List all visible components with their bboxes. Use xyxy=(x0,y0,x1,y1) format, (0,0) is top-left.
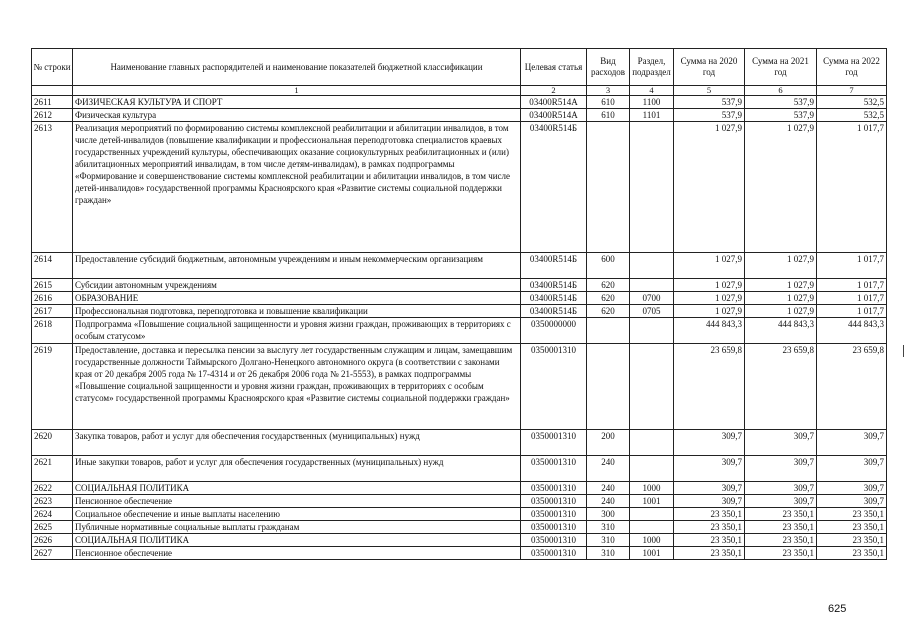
column-number: 6 xyxy=(745,86,817,96)
row-target-code: 0350000000 xyxy=(521,318,587,344)
row-target-code: 03400R514Б xyxy=(521,122,587,253)
row-name: Подпрограмма «Повышение социальной защищенности и уровня жизни граждан, проживающих в территориях с особым статусом» xyxy=(73,318,521,344)
table-row xyxy=(32,430,887,456)
row-sum-2022: 23 350,1 xyxy=(817,547,887,560)
row-sum-2022: 23 659,8 xyxy=(817,344,887,430)
row-expense-type xyxy=(587,318,630,344)
row-target-code: 0350001310 xyxy=(521,547,587,560)
header-sum-2022: Сумма на 2022 год xyxy=(817,49,887,86)
row-name: Предоставление субсидий бюджетным, автономным учреждениям и иным некоммерческим организациям xyxy=(73,253,521,279)
table-row xyxy=(32,109,887,122)
table-row xyxy=(32,534,887,547)
row-name: ОБРАЗОВАНИЕ xyxy=(73,292,521,305)
row-name: Предоставление, доставка и пересылка пенсии за выслугу лет государственным служащим и лицам, замещавшим государственные должности Таймырского Долгано-Ненецкого автономного округа (в соответствии с законами края от 20 декабря 2005 года № 17-4314 и от 26 декабря 2006 года № 21-5553), в рамках подпрограммы «Повышение социальной защищенности и уровня жизни граждан, проживающих в территориях с особым статусом» государственной программы Красноярского края «Развитие системы социальной поддержки граждан» xyxy=(73,344,521,430)
row-sum-2022: 23 350,1 xyxy=(817,508,887,521)
column-number: 2 xyxy=(521,86,587,96)
row-name: Субсидии автономным учреждениям xyxy=(73,279,521,292)
row-sum-2020: 537,9 xyxy=(674,96,745,109)
row-target-code: 0350001310 xyxy=(521,495,587,508)
row-sum-2020: 309,7 xyxy=(674,430,745,456)
row-name: Профессиональная подготовка, переподготовка и повышение квалификации xyxy=(73,305,521,318)
row-section: 0705 xyxy=(630,305,674,318)
row-sum-2020: 309,7 xyxy=(674,456,745,482)
row-sum-2022: 23 350,1 xyxy=(817,534,887,547)
row-number: 2614 xyxy=(32,253,73,279)
row-expense-type: 310 xyxy=(587,534,630,547)
row-number: 2611 xyxy=(32,96,73,109)
row-sum-2022: 309,7 xyxy=(817,482,887,495)
row-sum-2020: 23 350,1 xyxy=(674,521,745,534)
row-sum-2020: 537,9 xyxy=(674,109,745,122)
table-row xyxy=(32,305,887,318)
row-number: 2619 xyxy=(32,344,73,430)
row-sum-2021: 1 027,9 xyxy=(745,292,817,305)
row-target-code: 03400R514А xyxy=(521,96,587,109)
row-sum-2021: 309,7 xyxy=(745,456,817,482)
row-sum-2022: 23 350,1 xyxy=(817,521,887,534)
table-row xyxy=(32,344,887,430)
row-sum-2021: 309,7 xyxy=(745,430,817,456)
row-sum-2021: 23 350,1 xyxy=(745,534,817,547)
row-name: Физическая культура xyxy=(73,109,521,122)
row-name: Социальное обеспечение и иные выплаты населению xyxy=(73,508,521,521)
row-number: 2625 xyxy=(32,521,73,534)
row-sum-2020: 1 027,9 xyxy=(674,279,745,292)
row-sum-2022: 309,7 xyxy=(817,456,887,482)
row-expense-type: 620 xyxy=(587,305,630,318)
row-sum-2021: 537,9 xyxy=(745,96,817,109)
page-number: 625 xyxy=(828,603,847,615)
row-sum-2022: 1 017,7 xyxy=(817,279,887,292)
row-expense-type: 620 xyxy=(587,292,630,305)
row-section xyxy=(630,456,674,482)
row-sum-2021: 1 027,9 xyxy=(745,279,817,292)
row-target-code: 03400R514Б xyxy=(521,305,587,318)
column-number: 1 xyxy=(73,86,521,96)
row-sum-2020: 23 659,8 xyxy=(674,344,745,430)
header-sum-2020: Сумма на 2020 год xyxy=(674,49,745,86)
row-sum-2020: 1 027,9 xyxy=(674,305,745,318)
header-sum-2021: Сумма на 2021 год xyxy=(745,49,817,86)
row-section: 1001 xyxy=(630,547,674,560)
row-target-code: 0350001310 xyxy=(521,521,587,534)
row-number: 2616 xyxy=(32,292,73,305)
row-sum-2022: 1 017,7 xyxy=(817,253,887,279)
row-number: 2615 xyxy=(32,279,73,292)
row-sum-2021: 1 027,9 xyxy=(745,122,817,253)
row-sum-2022: 532,5 xyxy=(817,96,887,109)
row-sum-2021: 1 027,9 xyxy=(745,253,817,279)
row-number: 2618 xyxy=(32,318,73,344)
row-name: Пенсионное обеспечение xyxy=(73,495,521,508)
budget-table xyxy=(31,48,887,560)
header-row-no: № строки xyxy=(32,49,73,86)
row-target-code: 03400R514Б xyxy=(521,253,587,279)
row-target-code: 0350001310 xyxy=(521,482,587,495)
row-section: 1101 xyxy=(630,109,674,122)
row-sum-2020: 1 027,9 xyxy=(674,253,745,279)
row-sum-2021: 537,9 xyxy=(745,109,817,122)
table-row xyxy=(32,96,887,109)
row-section xyxy=(630,122,674,253)
row-expense-type: 200 xyxy=(587,430,630,456)
table-row xyxy=(32,318,887,344)
row-sum-2021: 1 027,9 xyxy=(745,305,817,318)
row-sum-2020: 1 027,9 xyxy=(674,122,745,253)
column-number-blank xyxy=(32,86,73,96)
table-row xyxy=(32,122,887,253)
row-section xyxy=(630,279,674,292)
row-sum-2022: 309,7 xyxy=(817,430,887,456)
header-vid: Вид расходов xyxy=(587,49,630,86)
row-expense-type: 610 xyxy=(587,109,630,122)
row-expense-type: 310 xyxy=(587,547,630,560)
row-sum-2022: 309,7 xyxy=(817,495,887,508)
row-target-code: 0350001310 xyxy=(521,430,587,456)
column-number: 7 xyxy=(817,86,887,96)
row-number: 2624 xyxy=(32,508,73,521)
column-number: 5 xyxy=(674,86,745,96)
row-section: 1000 xyxy=(630,482,674,495)
row-number: 2621 xyxy=(32,456,73,482)
row-expense-type: 240 xyxy=(587,456,630,482)
row-name: ФИЗИЧЕСКАЯ КУЛЬТУРА И СПОРТ xyxy=(73,96,521,109)
row-sum-2020: 23 350,1 xyxy=(674,534,745,547)
row-sum-2021: 23 350,1 xyxy=(745,508,817,521)
row-number: 2626 xyxy=(32,534,73,547)
margin-mark xyxy=(903,345,904,357)
row-sum-2021: 23 350,1 xyxy=(745,521,817,534)
row-number: 2627 xyxy=(32,547,73,560)
row-expense-type: 240 xyxy=(587,495,630,508)
row-sum-2021: 309,7 xyxy=(745,495,817,508)
row-name: СОЦИАЛЬНАЯ ПОЛИТИКА xyxy=(73,534,521,547)
column-number-row xyxy=(32,86,887,96)
table-row xyxy=(32,292,887,305)
header-razdel: Раздел, подраздел xyxy=(630,49,674,86)
row-target-code: 03400R514Б xyxy=(521,279,587,292)
row-sum-2022: 532,5 xyxy=(817,109,887,122)
table-row xyxy=(32,456,887,482)
row-expense-type: 620 xyxy=(587,279,630,292)
row-section xyxy=(630,521,674,534)
row-expense-type xyxy=(587,122,630,253)
row-number: 2620 xyxy=(32,430,73,456)
row-section xyxy=(630,430,674,456)
row-expense-type: 240 xyxy=(587,482,630,495)
row-target-code: 03400R514Б xyxy=(521,292,587,305)
row-name: Публичные нормативные социальные выплаты гражданам xyxy=(73,521,521,534)
row-number: 2613 xyxy=(32,122,73,253)
row-name: Реализация мероприятий по формированию системы комплексной реабилитации и абилитации инвалидов, в том числе детей-инвалидов (повышение квалификации и профессиональная переподготовка специалистов краевых государственных учреждений культуры, обеспечивающих оказание социокультурных реабилитационных и (или) абилитационных мероприятий инвалидам, в том числе детям-инвалидам), в рамках подпрограммы «Формирование и совершенствование системы комплексной реабилитации и абилитации инвалидов, в том числе детей-инвалидов» государственной программы Красноярского края «Развитие системы социальной поддержки граждан» xyxy=(73,122,521,253)
table-row xyxy=(32,508,887,521)
row-expense-type: 610 xyxy=(587,96,630,109)
row-target-code: 0350001310 xyxy=(521,508,587,521)
row-sum-2020: 1 027,9 xyxy=(674,292,745,305)
row-number: 2617 xyxy=(32,305,73,318)
header-name: Наименование главных распорядителей и наименование показателей бюджетной классификации xyxy=(73,49,521,86)
row-sum-2021: 309,7 xyxy=(745,482,817,495)
row-expense-type: 310 xyxy=(587,521,630,534)
table-row xyxy=(32,279,887,292)
row-target-code: 0350001310 xyxy=(521,534,587,547)
row-section xyxy=(630,318,674,344)
table-row xyxy=(32,253,887,279)
row-sum-2022: 1 017,7 xyxy=(817,305,887,318)
header-row xyxy=(32,49,887,86)
row-target-code: 03400R514А xyxy=(521,109,587,122)
row-sum-2021: 444 843,3 xyxy=(745,318,817,344)
header-code: Целевая статья xyxy=(521,49,587,86)
row-section: 0700 xyxy=(630,292,674,305)
row-expense-type: 600 xyxy=(587,253,630,279)
row-number: 2623 xyxy=(32,495,73,508)
table-row xyxy=(32,521,887,534)
row-name: СОЦИАЛЬНАЯ ПОЛИТИКА xyxy=(73,482,521,495)
row-number: 2612 xyxy=(32,109,73,122)
row-sum-2021: 23 350,1 xyxy=(745,547,817,560)
table-row xyxy=(32,547,887,560)
row-target-code: 0350001310 xyxy=(521,456,587,482)
table-body xyxy=(32,96,887,560)
row-expense-type: 300 xyxy=(587,508,630,521)
row-number: 2622 xyxy=(32,482,73,495)
row-sum-2022: 1 017,7 xyxy=(817,122,887,253)
row-section: 1001 xyxy=(630,495,674,508)
row-sum-2021: 23 659,8 xyxy=(745,344,817,430)
row-section: 1100 xyxy=(630,96,674,109)
row-name: Иные закупки товаров, работ и услуг для обеспечения государственных (муниципальных) нужд xyxy=(73,456,521,482)
row-section xyxy=(630,253,674,279)
row-sum-2020: 23 350,1 xyxy=(674,508,745,521)
row-expense-type xyxy=(587,344,630,430)
row-sum-2020: 309,7 xyxy=(674,482,745,495)
row-section xyxy=(630,508,674,521)
row-sum-2022: 444 843,3 xyxy=(817,318,887,344)
row-target-code: 0350001310 xyxy=(521,344,587,430)
row-sum-2020: 309,7 xyxy=(674,495,745,508)
table-row xyxy=(32,495,887,508)
row-sum-2020: 444 843,3 xyxy=(674,318,745,344)
row-sum-2022: 1 017,7 xyxy=(817,292,887,305)
row-name: Пенсионное обеспечение xyxy=(73,547,521,560)
table-row xyxy=(32,482,887,495)
column-number: 4 xyxy=(630,86,674,96)
column-number: 3 xyxy=(587,86,630,96)
row-sum-2020: 23 350,1 xyxy=(674,547,745,560)
row-name: Закупка товаров, работ и услуг для обеспечения государственных (муниципальных) нужд xyxy=(73,430,521,456)
row-section xyxy=(630,344,674,430)
row-section: 1000 xyxy=(630,534,674,547)
